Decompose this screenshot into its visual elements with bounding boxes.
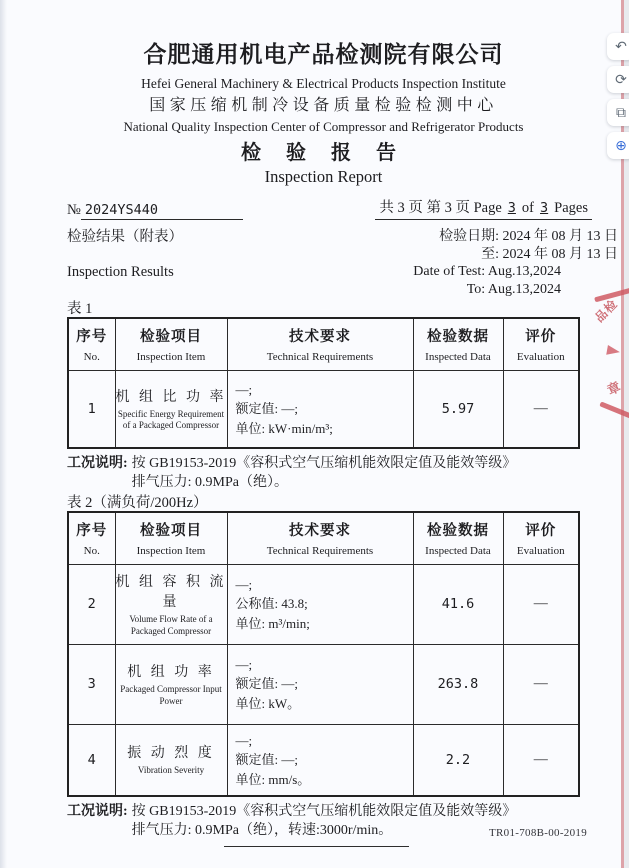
report-number-label: №	[67, 202, 81, 218]
red-seal-fragment	[591, 284, 629, 426]
seal-text-fragment-top: 品检	[592, 296, 621, 326]
note2-line2: 排气压力: 0.9MPa（绝），转速:3000r/min。	[131, 823, 393, 838]
table-row	[68, 564, 579, 644]
seal-arc-bottom	[599, 401, 629, 419]
row-requirements: —; 额定值: —; 单位: mm/s。	[227, 724, 413, 796]
report-number	[67, 202, 243, 220]
table2-header-evaluation: 评价 Evaluation	[503, 512, 579, 564]
row-inspected-data: 263.8	[413, 644, 503, 724]
page-indicator-suffix: Pages	[554, 200, 588, 216]
table2-header-no: 序号 No.	[68, 512, 115, 564]
table2-header-item: 检验项目 Inspection Item	[115, 512, 227, 564]
undo-button[interactable]	[607, 33, 629, 60]
center-name-en: National Quality Inspection Center of Compressor and Refrigerator Products	[123, 119, 524, 134]
table2-header-row	[68, 512, 579, 564]
note1-line1: 按 GB19153-2019《容积式空气压缩机能效限定值及能效等级》	[131, 456, 517, 471]
row-requirements: —; 额定值: —; 单位: kW。	[227, 644, 413, 724]
rotate-icon: ⟳	[615, 71, 627, 88]
report-header	[67, 40, 580, 187]
table1-caption: 表 1	[67, 301, 93, 317]
table1-header-row	[68, 318, 579, 370]
seal-text-fragment-bottom: 章	[604, 378, 623, 398]
table-row	[68, 370, 579, 448]
test-date-to-en: To: Aug.13,2024	[466, 281, 561, 297]
row-requirements: —; 额定值: —; 单位: kW·min/m³;	[227, 370, 413, 448]
copy-icon: ⧉	[616, 104, 626, 121]
note2-line1: 按 GB19153-2019《容积式空气压缩机能效限定值及能效等级》	[131, 804, 517, 819]
test-date-cn: 检验日期: 2024 年 08 月 13 日	[439, 229, 618, 244]
row-evaluation: —	[503, 724, 579, 796]
table1-header-evaluation: 评价 Evaluation	[503, 318, 579, 370]
row-item: 振 动 烈 度 Vibration Severity	[115, 724, 227, 796]
table2-header-data: 检验数据 Inspected Data	[413, 512, 503, 564]
report-meta-row	[67, 200, 588, 220]
note2-label: 工况说明:	[67, 804, 128, 819]
row-inspected-data: 2.2	[413, 724, 503, 796]
test-date-to-cn: 至: 2024 年 08 月 13 日	[481, 246, 618, 262]
company-name-cn: 合肥通用机电产品检测院有限公司	[143, 42, 504, 67]
row-no: 1	[68, 370, 115, 448]
report-title-cn: 检 验 报 告	[241, 142, 406, 164]
row-inspected-data: 5.97	[413, 370, 503, 448]
test-dates-block	[413, 228, 618, 298]
results-label-cn: 检验结果（附表）	[67, 229, 183, 245]
page-indicator-prefix: 共 3 页 第 3 页 Page	[379, 200, 502, 216]
document-form-code: TR01-708B-00-2019	[489, 827, 587, 839]
row-item: 机 组 功 率 Packaged Compressor Input Power	[115, 644, 227, 724]
table-row	[68, 644, 579, 724]
results-label-en: Inspection Results	[67, 264, 174, 280]
rotate-button[interactable]	[607, 66, 629, 93]
note1-line2: 排气压力: 0.9MPa（绝）。	[131, 475, 289, 490]
results-label-block	[67, 228, 183, 298]
table1-header-data: 检验数据 Inspected Data	[413, 318, 503, 370]
zoom-in-icon: ⊕	[615, 137, 627, 154]
row-item: 机 组 比 功 率 Specific Energy Requirement of a Packaged Compressor	[115, 370, 227, 448]
seal-star-fragment	[606, 345, 621, 357]
zoom-in-button[interactable]	[607, 132, 629, 159]
copy-button[interactable]	[607, 99, 629, 126]
page-indicator	[375, 196, 592, 220]
center-name-cn: 国家压缩机制冷设备质量检验检测中心	[149, 97, 498, 114]
row-no: 4	[68, 724, 115, 796]
row-no: 2	[68, 564, 115, 644]
row-no: 3	[68, 644, 115, 724]
report-title-en: Inspection Report	[264, 167, 383, 186]
row-item: 机 组 容 积 流 量 Volume Flow Rate of a Packaged Compressor	[115, 564, 227, 644]
table1-header-no: 序号 No.	[68, 318, 115, 370]
row-evaluation: —	[503, 564, 579, 644]
page-total: 3	[540, 200, 549, 216]
test-date-en: Date of Test: Aug.13,2024	[413, 264, 561, 279]
working-condition-note-1	[67, 454, 580, 492]
company-name-en: Hefei General Machinery & Electrical Products Inspection Institute	[141, 76, 506, 91]
page-right-strip	[624, 0, 629, 868]
row-requirements: —; 公称值: 43.8; 单位: m³/min;	[227, 564, 413, 644]
report-number-value: 2024YS440	[81, 202, 243, 220]
signature-separator-line	[224, 846, 409, 847]
table1-header-item: 检验项目 Inspection Item	[115, 318, 227, 370]
undo-icon: ↶	[615, 38, 627, 55]
page-current: 3	[507, 200, 516, 216]
results-and-dates	[67, 228, 618, 298]
table1-header-requirements: 技术要求 Technical Requirements	[227, 318, 413, 370]
table2-header-requirements: 技术要求 Technical Requirements	[227, 512, 413, 564]
row-evaluation: —	[503, 644, 579, 724]
row-evaluation: —	[503, 370, 579, 448]
row-inspected-data: 41.6	[413, 564, 503, 644]
page-of-word: of	[521, 200, 535, 216]
inspection-table-1	[67, 317, 580, 449]
table2-caption: 表 2（满负荷/200Hz）	[67, 495, 208, 511]
inspection-table-2	[67, 511, 580, 797]
note1-label: 工况说明:	[67, 456, 128, 471]
table-row	[68, 724, 579, 796]
